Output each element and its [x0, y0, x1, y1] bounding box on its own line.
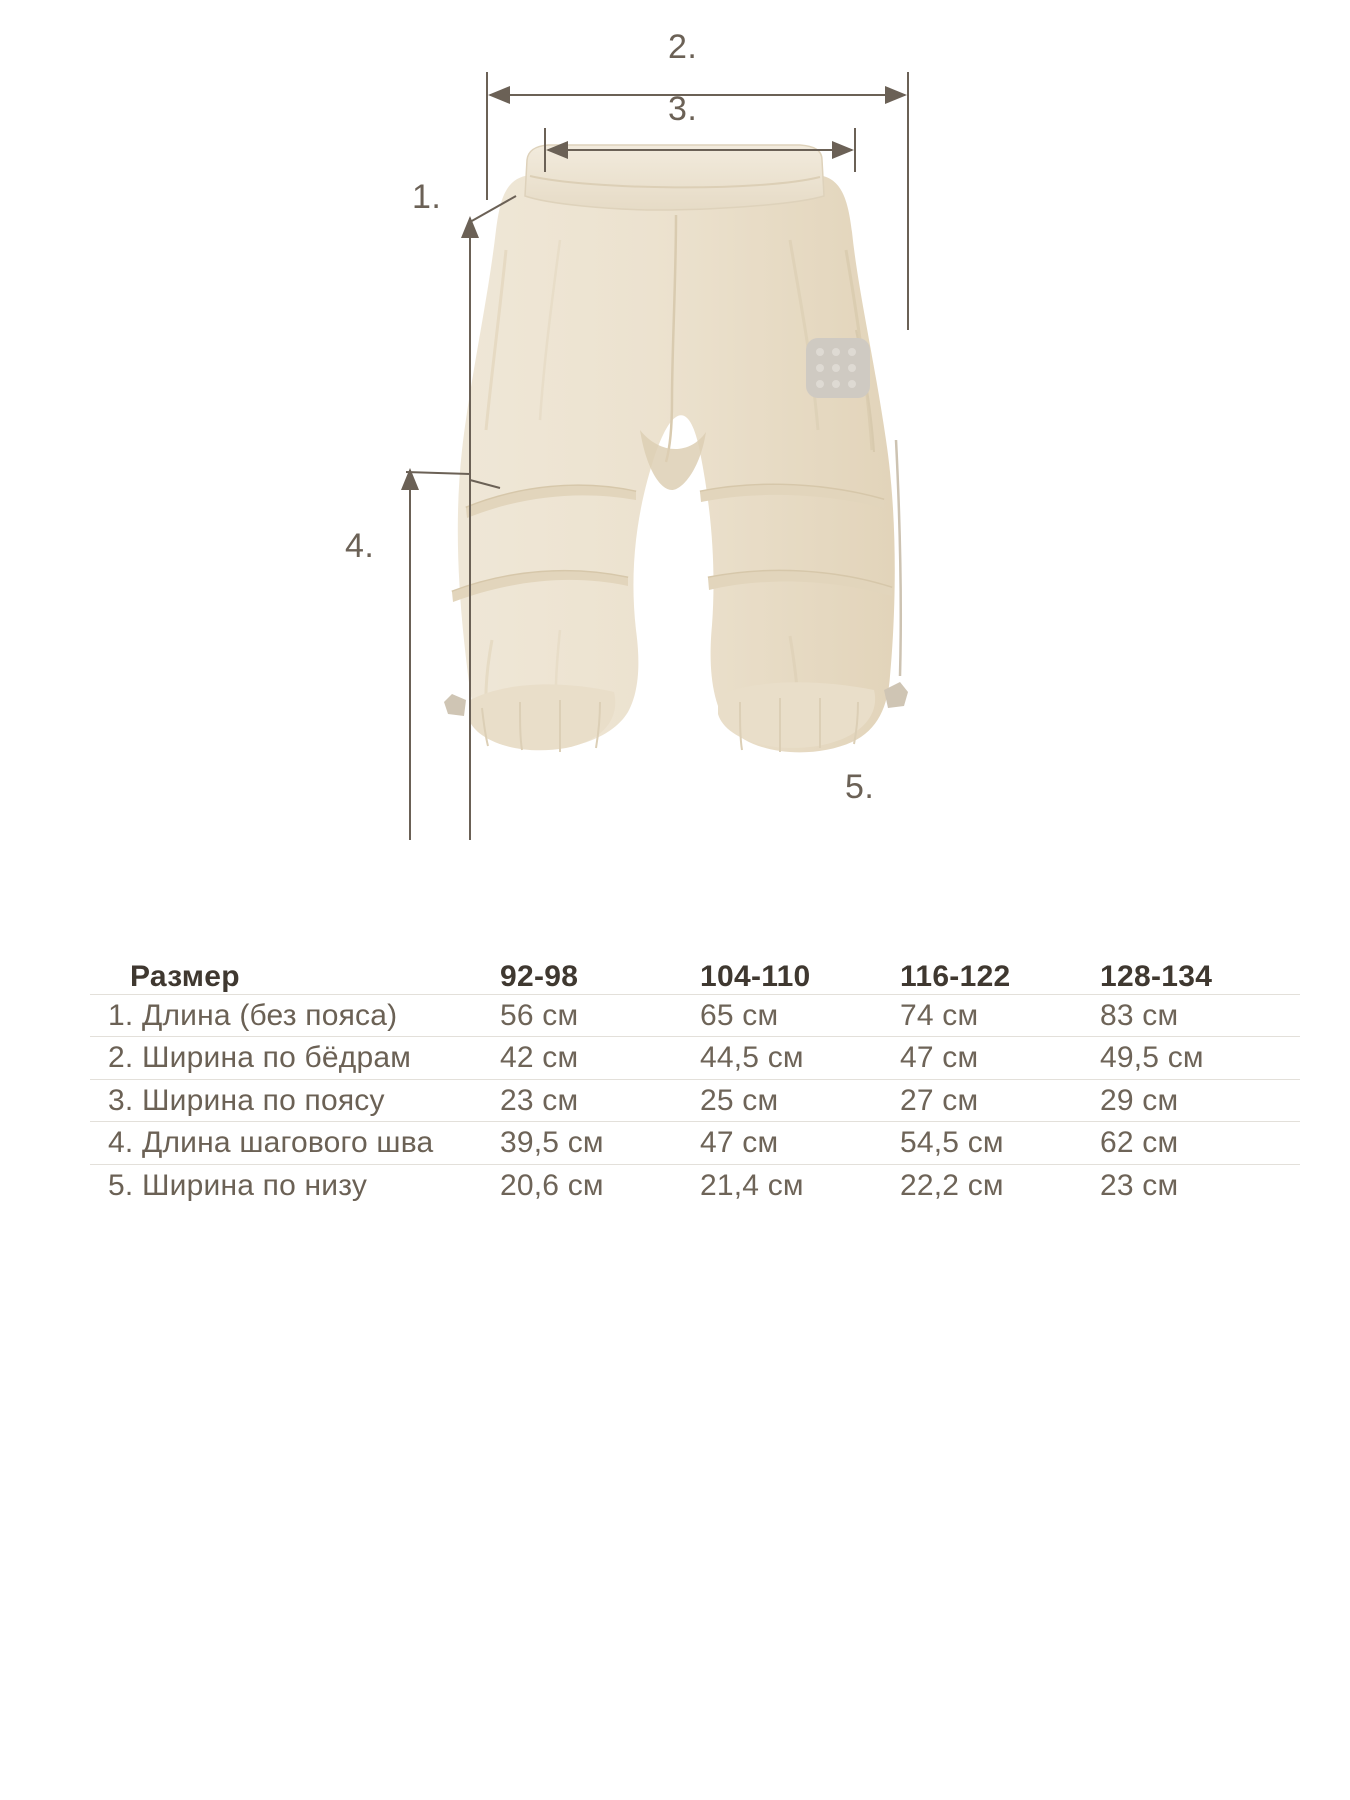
cell-hip-92-98: 42 см — [500, 1041, 579, 1075]
cell-inseam-116-122: 54,5 см — [900, 1126, 1004, 1160]
cell-hem-128-134: 23 см — [1100, 1168, 1179, 1202]
row-label-length: 1. Длина (без пояса) — [108, 999, 398, 1032]
header-size: Размер — [130, 960, 240, 993]
cell-waist-116-122: 27 см — [900, 1083, 979, 1117]
dimension-marker-1: 1. — [412, 178, 442, 216]
dimension-marker-3: 3. — [668, 90, 698, 128]
table-row — [90, 1122, 1300, 1164]
cell-waist-104-110: 25 см — [700, 1083, 779, 1117]
cell-length-92-98: 56 см — [500, 999, 579, 1032]
table-row — [90, 995, 1300, 1037]
dimension-marker-4: 4. — [345, 527, 375, 565]
cell-hem-92-98: 20,6 см — [500, 1168, 604, 1202]
size-table — [90, 960, 1300, 1206]
cell-length-104-110: 65 см — [700, 999, 779, 1032]
cell-inseam-92-98: 39,5 см — [500, 1126, 604, 1160]
size-table-head — [90, 960, 1300, 995]
cord-toggle-left — [444, 694, 466, 716]
cell-inseam-128-134: 62 см — [1100, 1126, 1179, 1160]
logo-patch — [806, 338, 870, 398]
header-92-98: 92-98 — [500, 960, 579, 993]
cell-inseam-104-110: 47 см — [700, 1126, 779, 1160]
measurement-diagram — [0, 0, 1350, 840]
dimension-marker-2: 2. — [668, 28, 698, 66]
row-label-waist-width: 3. Ширина по поясу — [108, 1083, 385, 1117]
table-row — [90, 1079, 1300, 1121]
cell-length-128-134: 83 см — [1100, 999, 1179, 1032]
table-header-row — [90, 960, 1300, 995]
cell-waist-128-134: 29 см — [1100, 1083, 1179, 1117]
cell-hip-128-134: 49,5 см — [1100, 1041, 1204, 1075]
header-128-134: 128-134 — [1100, 960, 1213, 993]
size-table-body — [90, 995, 1300, 1206]
table-row — [90, 1164, 1300, 1206]
row-label-inseam: 4. Длина шагового шва — [108, 1126, 434, 1160]
cell-hem-116-122: 22,2 см — [900, 1168, 1004, 1202]
row-label-hip-width: 2. Ширина по бёдрам — [108, 1041, 412, 1075]
cell-length-116-122: 74 см — [900, 999, 979, 1032]
header-104-110: 104-110 — [700, 960, 811, 993]
dimension-marker-5: 5. — [845, 768, 875, 806]
cell-waist-92-98: 23 см — [500, 1083, 579, 1117]
size-table-container — [0, 960, 1350, 1206]
header-116-122: 116-122 — [900, 960, 1011, 993]
cell-hem-104-110: 21,4 см — [700, 1168, 804, 1202]
cell-hip-116-122: 47 см — [900, 1041, 979, 1075]
pants-shape — [444, 145, 908, 752]
cell-hip-104-110: 44,5 см — [700, 1041, 804, 1075]
row-label-hem-width: 5. Ширина по низу — [108, 1168, 368, 1202]
table-row — [90, 1037, 1300, 1079]
